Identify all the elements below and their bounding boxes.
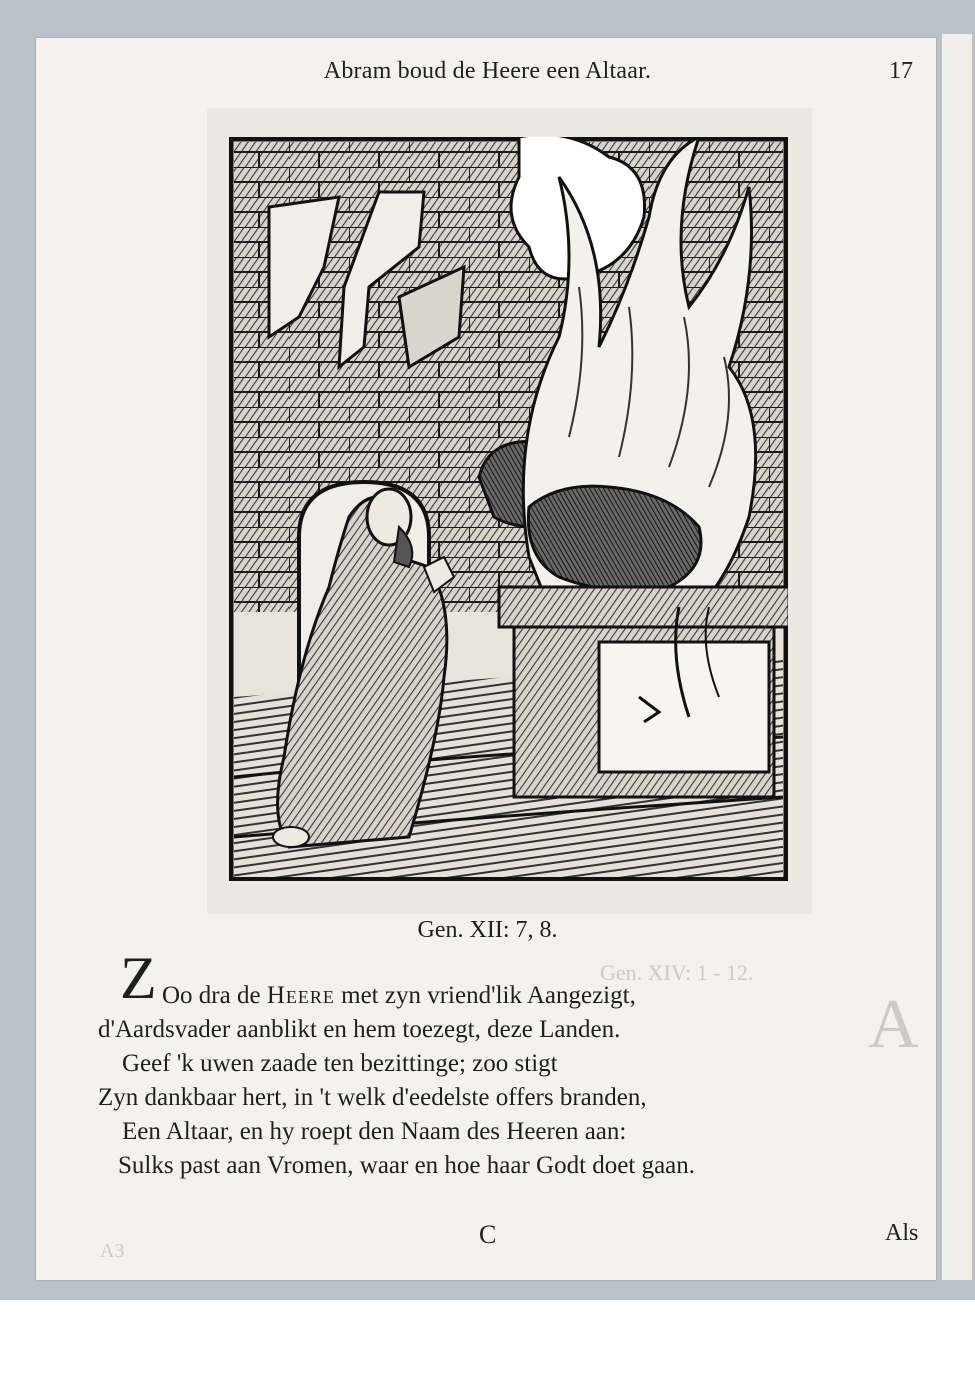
poem-line-2: d'Aardsvader aanblikt en hem toezegt, deze Landen. (98, 1016, 621, 1043)
woodcut-illustration (229, 137, 788, 881)
page-number: 17 (889, 58, 913, 84)
poem-line-1-end: met zyn vriend'lik Aangezigt, (334, 982, 636, 1009)
signature-mark: C (479, 1220, 497, 1249)
running-head: Abram boud de Heere een Altaar. (323, 58, 652, 84)
altar-panel (599, 642, 769, 772)
show-through-citation: Gen. XIV: 1 - 12. (600, 960, 754, 985)
catchword: Als (885, 1220, 919, 1246)
poem-line-3: Geef 'k uwen zaade ten bezittinge; zoo stigt (122, 1050, 558, 1077)
show-through-signature: A3 (100, 1240, 125, 1262)
scripture-citation: Gen. XII: 7, 8. (417, 917, 558, 943)
poem-line-4: Zyn dankbaar hert, in 't welk d'eedelste offers branden, (98, 1084, 647, 1111)
poem-line-1-smallcaps: Heere (266, 982, 335, 1009)
poem-line-1-start: Oo dra de (162, 982, 267, 1009)
poem-line-1 (162, 982, 636, 1010)
bottom-margin (0, 1300, 975, 1390)
poem-line-6: Sulks past aan Vromen, waar en hoe haar Godt doet gaan. (118, 1152, 696, 1179)
poem-line-5: Een Altaar, en hy roept den Naam des Heeren aan: (122, 1118, 627, 1145)
adjacent-page-strip (942, 34, 972, 1280)
show-through-drop-cap: A (868, 986, 919, 1063)
drop-cap: Z (120, 945, 157, 1011)
altar-top (499, 587, 788, 627)
